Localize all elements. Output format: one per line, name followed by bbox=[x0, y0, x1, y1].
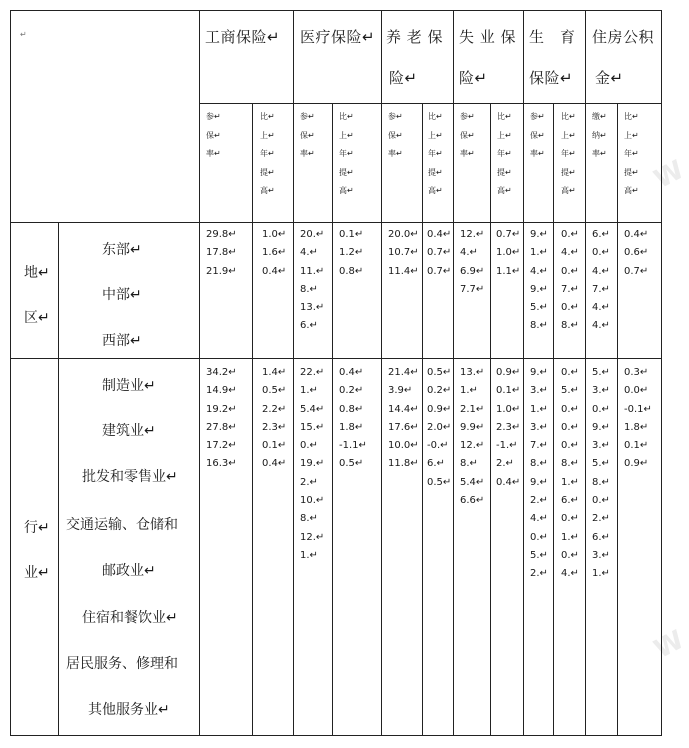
region-group-label: 地↵ bbox=[24, 265, 50, 281]
subheader-increase: 比↵ 上↵ 年↵ 提↵ 高↵ bbox=[624, 112, 639, 196]
grid-line bbox=[293, 10, 294, 736]
grid-line bbox=[10, 358, 661, 359]
grid-line bbox=[585, 10, 586, 736]
region-col-yiliao-increase: 0.1↵ 1.2↵ 0.8↵ bbox=[339, 229, 364, 277]
grid-line bbox=[490, 103, 491, 736]
grid-line bbox=[332, 103, 333, 736]
region-row-label: 中部↵ bbox=[102, 287, 142, 303]
industry-row-label: 居民服务、修理和 bbox=[66, 656, 178, 672]
subheader-participation: 参↵ 保↵ 率↵ bbox=[388, 112, 403, 159]
region-col-yiliao-rate: 20.↵ 4.↵ 11.↵ 8.↵ 13.↵ 6.↵ bbox=[300, 229, 325, 332]
region-col-shengyu-rate: 9.↵ 1.↵ 4.↵ 9.↵ 5.↵ 8.↵ bbox=[530, 229, 548, 332]
subheader-increase: 比↵ 上↵ 年↵ 提↵ 高↵ bbox=[260, 112, 275, 196]
subheader-increase: 比↵ 上↵ 年↵ 提↵ 高↵ bbox=[428, 112, 443, 196]
industry-col-shengyu-increase: 0.↵ 5.↵ 0.↵ 0.↵ 0.↵ 8.↵ 1.↵ 6.↵ 0.↵ 1.↵ 0.↵ 4.↵ bbox=[561, 367, 579, 580]
subheader-participation: 参↵ 保↵ 率↵ bbox=[300, 112, 315, 159]
region-row-label: 西部↵ bbox=[102, 333, 142, 349]
header-shengyu-line1: 生 育 bbox=[529, 28, 576, 46]
region-col-zhufang-increase: 0.4↵ 0.6↵ 0.7↵ bbox=[624, 229, 649, 277]
industry-row-label: 批发和零售业↵ bbox=[82, 469, 178, 485]
industry-col-shiye-increase: 0.9↵ 0.1↵ 1.0↵ 2.3↵ -1.↵ 2.↵ 0.4↵ bbox=[496, 367, 521, 488]
industry-row-label: 其他服务业↵ bbox=[88, 702, 170, 718]
grid-line bbox=[58, 222, 59, 736]
header-shiye-line2: 险↵ bbox=[459, 69, 488, 87]
subheader-increase: 比↵ 上↵ 年↵ 提↵ 高↵ bbox=[497, 112, 512, 196]
industry-col-zhufang-increase: 0.3↵ 0.0↵ -0.1↵ 1.8↵ 0.1↵ 0.9↵ bbox=[624, 367, 652, 470]
region-group-label: 区↵ bbox=[24, 310, 50, 326]
grid-line bbox=[553, 103, 554, 736]
region-col-gongshang-increase: 1.0↵ 1.6↵ 0.4↵ bbox=[262, 229, 287, 277]
grid-line bbox=[199, 103, 661, 104]
subheader-increase: 比↵ 上↵ 年↵ 提↵ 高↵ bbox=[339, 112, 354, 196]
industry-col-gongshang-increase: 1.4↵ 0.5↵ 2.2↵ 2.3↵ 0.1↵ 0.4↵ bbox=[262, 367, 287, 470]
industry-row-label: 建筑业↵ bbox=[102, 423, 156, 439]
grid-line bbox=[199, 10, 200, 736]
region-col-yanglao-increase: 0.4↵ 0.7↵ 0.7↵ bbox=[427, 229, 452, 277]
grid-line bbox=[453, 10, 454, 736]
region-col-yanglao-rate: 20.0↵ 10.7↵ 11.4↵ bbox=[388, 229, 419, 277]
industry-col-zhufang-rate: 5.↵ 3.↵ 0.↵ 9.↵ 3.↵ 5.↵ 8.↵ 0.↵ 2.↵ 6.↵ 3.↵ 1.↵ bbox=[592, 367, 610, 580]
industry-col-gongshang-rate: 34.2↵ 14.9↵ 19.2↵ 27.8↵ 17.2↵ 16.3↵ bbox=[206, 367, 237, 470]
subheader-participation: 参↵ 保↵ 率↵ bbox=[460, 112, 475, 159]
header-yanglao-line1: 养 老 保 bbox=[386, 28, 444, 46]
grid-line bbox=[661, 10, 662, 736]
industry-col-yiliao-rate: 22.↵ 1.↵ 5.4↵ 15.↵ 0.↵ 19.↵ 2.↵ 10.↵ 8.↵ 12.↵ 1.↵ bbox=[300, 367, 325, 561]
industry-col-yanglao-increase: 0.5↵ 0.2↵ 0.9↵ 2.0↵ -0.↵ 6.↵ 0.5↵ bbox=[427, 367, 452, 488]
header-zhufang-line2: 金↵ bbox=[595, 69, 624, 87]
corner-mark: ↵ bbox=[20, 30, 27, 39]
subheader-participation: 参↵ 保↵ 率↵ bbox=[530, 112, 545, 159]
subheader-payment-rate: 缴↵ 纳↵ 率↵ bbox=[592, 112, 607, 159]
header-yiliao: 医疗保险↵ bbox=[300, 28, 376, 46]
industry-row-label: 交通运输、仓储和 bbox=[66, 517, 178, 533]
industry-row-label: 住宿和餐饮业↵ bbox=[82, 610, 178, 626]
grid-line bbox=[252, 103, 253, 736]
grid-line bbox=[10, 735, 661, 736]
industry-group-label: 业↵ bbox=[24, 565, 50, 581]
industry-group-label: 行↵ bbox=[24, 520, 50, 536]
region-col-gongshang-rate: 29.8↵ 17.8↵ 21.9↵ bbox=[206, 229, 237, 277]
grid-line bbox=[422, 103, 423, 736]
industry-col-shiye-rate: 13.↵ 1.↵ 2.1↵ 9.9↵ 12.↵ 8.↵ 5.4↵ 6.6↵ bbox=[460, 367, 485, 507]
grid-line bbox=[523, 10, 524, 736]
watermark: W bbox=[649, 625, 689, 665]
grid-line bbox=[10, 222, 661, 223]
header-shiye-line1: 失 业 保 bbox=[459, 28, 517, 46]
region-col-zhufang-rate: 6.↵ 0.↵ 4.↵ 7.↵ 4.↵ 4.↵ bbox=[592, 229, 610, 332]
industry-col-shengyu-rate: 9.↵ 3.↵ 1.↵ 3.↵ 7.↵ 8.↵ 9.↵ 2.↵ 4.↵ 0.↵ 5.↵ 2.↵ bbox=[530, 367, 548, 580]
industry-col-yanglao-rate: 21.4↵ 3.9↵ 14.4↵ 17.6↵ 10.0↵ 11.8↵ bbox=[388, 367, 419, 470]
header-yanglao-line2: 险↵ bbox=[389, 69, 418, 87]
subheader-participation: 参↵ 保↵ 率↵ bbox=[206, 112, 221, 159]
region-col-shengyu-increase: 0.↵ 4.↵ 0.↵ 7.↵ 0.↵ 8.↵ bbox=[561, 229, 579, 332]
industry-col-yiliao-increase: 0.4↵ 0.2↵ 0.8↵ 1.8↵ -1.1↵ 0.5↵ bbox=[339, 367, 367, 470]
header-zhufang-line1: 住房公积 bbox=[592, 28, 655, 46]
region-col-shiye-increase: 0.7↵ 1.0↵ 1.1↵ bbox=[496, 229, 521, 277]
grid-line bbox=[10, 10, 11, 736]
subheader-increase: 比↵ 上↵ 年↵ 提↵ 高↵ bbox=[561, 112, 576, 196]
grid-line bbox=[617, 103, 618, 736]
header-gongshang: 工商保险↵ bbox=[205, 28, 281, 46]
watermark: W bbox=[649, 155, 689, 195]
header-shengyu-line2: 保险↵ bbox=[529, 69, 574, 87]
industry-row-label: 邮政业↵ bbox=[102, 563, 156, 579]
grid-line bbox=[381, 10, 382, 736]
region-col-shiye-rate: 12.↵ 4.↵ 6.9↵ 7.7↵ bbox=[460, 229, 485, 295]
industry-row-label: 制造业↵ bbox=[102, 378, 156, 394]
region-row-label: 东部↵ bbox=[102, 242, 142, 258]
grid-line bbox=[10, 10, 661, 11]
